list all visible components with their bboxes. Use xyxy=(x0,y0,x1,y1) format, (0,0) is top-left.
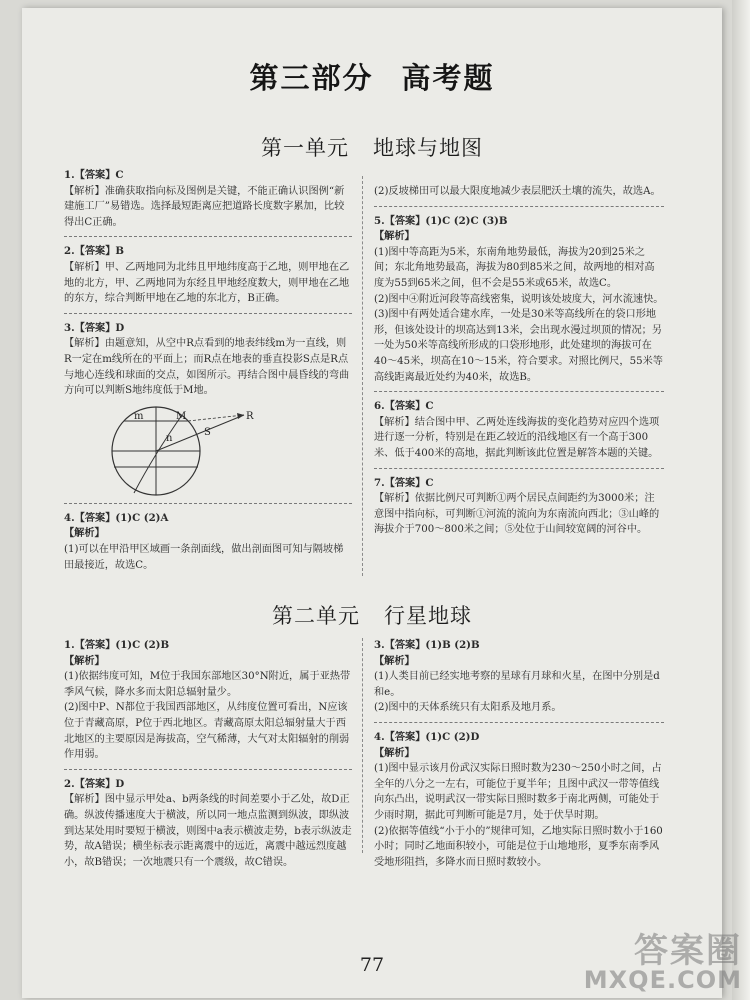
u1-q1-analysis: 【解析】准确获取指向标及图例是关键，不能正确认识图例“新建施工厂”易错选。选择最短距离应把道路长度数字累加，比较得出C正确。 xyxy=(64,185,345,228)
u2-q1-line-1: (1)依据纬度可知，M位于我国东部地区30°N附近，属于亚热带季风气候，降水多而太阳总辐射量少。 xyxy=(64,671,351,698)
u1-q1-answer: 1.【答案】C xyxy=(64,169,124,181)
watermark-top: 答案圈 xyxy=(634,931,742,971)
u1-q4-label: 【解析】 xyxy=(64,527,105,540)
unit1-title-a: 第一单元 xyxy=(261,136,349,160)
u1-q2-answer: 2.【答案】B xyxy=(64,245,124,258)
divider xyxy=(64,769,352,770)
divider xyxy=(374,722,664,723)
unit2-title xyxy=(22,600,722,630)
u1-q5-line-1: (1)图中等高距为5米，东南角地势最低，海拔为20到25米之间；东北角地势最高，海拔为80到85米之间，故两地的相对高度为55到65米之间，但不会是55米或65米，故选C。 xyxy=(374,246,655,289)
divider xyxy=(64,236,352,237)
u2-q1-line-2: (2)图中P、N都位于我国西部地区，从纬度位置可看出，N应该位于青藏高原，P位于西北地区。青藏高原太阳总辐射量大于西北地区的主要原因是海拔高，空气稀薄，大气对太阳辐射的削弱作用弱。 xyxy=(64,702,350,761)
label-S: S xyxy=(204,426,211,438)
unit1-title xyxy=(22,132,722,162)
u2-q1-answer: 1.【答案】(1)C (2)B xyxy=(64,639,170,651)
u2-q1-label: 【解析】 xyxy=(64,654,105,667)
column-divider xyxy=(362,176,363,576)
u2-q3-line-1: (1)人类目前已经实地考察的星球有月球和火星，在图中分别是d和e。 xyxy=(374,671,660,698)
u1-q5-label: 【解析】 xyxy=(374,230,415,243)
divider xyxy=(64,503,352,504)
page-number: 77 xyxy=(359,954,385,976)
earth-diagram xyxy=(94,405,264,497)
unit1-right-column xyxy=(374,184,664,538)
label-m: m xyxy=(134,410,144,422)
page xyxy=(22,8,722,998)
u1-q7-analysis: 【解析】依据比例尺可判断①两个居民点间距约为3000米；注意图中指向标，可判断①河流的流向为东南流向西北；③山峰的海拔介于700～800米之间；⑤处位于山间较宽阔的河谷中。 xyxy=(374,493,660,536)
part-title-b: 高考题 xyxy=(401,61,495,95)
u1-q4-analysis: (1)可以在甲沿甲区域画一条剖面线，做出剖面图可知与隔坡梯田最接近，故选C。 xyxy=(64,543,344,571)
u2-q3-label: 【解析】 xyxy=(374,654,415,667)
r-arrow xyxy=(237,413,244,419)
divider xyxy=(374,391,664,392)
u1-q5-line-2: (2)图中④附近河段等高线密集，说明该处坡度大，河水流速快。 xyxy=(374,293,664,305)
part-title xyxy=(22,56,722,97)
u1-q3-analysis: 【解析】由题意知，从空中R点看到的地表纬线m为一直线，则R一定在m线所在的平面上；而R点在地表的垂直投影S点是R点与地心连线和球面的交点，如图所示。再结合图中晨昏线的弯曲方向可以判断S地纬度低于M地。 xyxy=(64,338,350,397)
unit2-left-column xyxy=(64,638,352,870)
u2-q4-line-1: (1)图中显示该月份武汉实际日照时数为230～250小时之间，占全年的八分之一左右，可能位于夏半年；且图中武汉一带等值线向东凸出，说明武汉一带实际日照时数多于南北两侧，可能处于少雨时期，据此可判断可能是7月，处于伏旱时期。 xyxy=(374,763,662,821)
part-title-a: 第三部分 xyxy=(249,61,374,95)
u1-q6-answer: 6.【答案】C xyxy=(374,400,434,413)
u2-q2-answer: 2.【答案】D xyxy=(64,777,125,790)
watermark-logo xyxy=(584,923,742,994)
divider xyxy=(64,313,352,314)
u1-q3-answer: 3.【答案】D xyxy=(64,321,125,334)
divider xyxy=(374,468,664,469)
unit1-title-b: 地球与地图 xyxy=(373,136,483,160)
u1-q7-answer: 7.【答案】C xyxy=(374,476,434,489)
column-divider xyxy=(362,638,363,853)
u1-q5-line-3: (3)图中有两处适合建水库，一处是30米等高线所在的袋口形地形，但该处设计的坝高达到13米，会出现水漫过坝顶的情况；另一处为50米等高线所形成的口袋形地形，此处建坝的海拔可在40～45米，坝高在10～15米，符合要求。对照比例尺，55米等高线距离最近处约为40米，故选B。 xyxy=(374,309,663,383)
u1-q4-cont: (2)反坡梯田可以最大限度地减少表层肥沃土壤的流失，故选A。 xyxy=(374,186,661,197)
terminator-line xyxy=(134,415,182,493)
u1-q2-analysis: 【解析】甲、乙两地同为北纬且甲地纬度高于乙地，则甲地在乙地的北方，甲、乙两地同为东经且甲地经度数大，则甲地在乙地的东方，综合判断甲地在乙地的东北方，B正确。 xyxy=(64,261,350,305)
u2-q4-label: 【解析】 xyxy=(374,746,415,759)
label-n: n xyxy=(166,432,173,444)
label-M: M xyxy=(176,410,187,422)
u2-q3-line-2: (2)图中的天体系统只有太阳系及地月系。 xyxy=(374,702,562,714)
u2-q3-answer: 3.【答案】(1)B (2)B xyxy=(374,639,480,651)
unit1-left-column xyxy=(64,168,352,573)
u1-q4-answer: 4.【答案】(1)C (2)A xyxy=(64,511,169,524)
u2-q2-analysis: 【解析】图中显示甲处a、b两条线的时间差要小于乙处，故D正确。纵波传播速度大于横波，所以同一地点监测到纵波，即纵波到达某处用时要短于横波，则图中a表示横波走势，b表示纵波走势，故A错误；横坐标表示距离震中的远近，离震中越远烈度越小，故B错误；一次地震只有一个震级，故C错误。 xyxy=(64,794,352,868)
unit2-right-column xyxy=(374,638,664,870)
divider xyxy=(374,206,664,207)
u1-q5-answer: 5.【答案】(1)C (2)C (3)B xyxy=(374,214,508,227)
page-edge xyxy=(732,0,750,1000)
unit2-title-b: 行星地球 xyxy=(384,604,472,628)
u2-q4-line-2: (2)依据等值线“小于小的”规律可知，乙地实际日照时数小于160小时；同时乙地面积较小，可能是位于山地地形，夏季东南季风受地形阻挡，多降水而日照时数较小。 xyxy=(374,825,663,868)
label-R: R xyxy=(246,410,254,422)
watermark-bottom: MXQE.COM xyxy=(583,966,742,994)
unit2-title-a: 第二单元 xyxy=(272,604,360,628)
u2-q4-answer: 4.【答案】(1)C (2)D xyxy=(374,730,480,743)
u2-q3-values: (1)B (2)B xyxy=(425,639,480,651)
u1-q6-analysis: 【解析】结合图中甲、乙两处连线海拔的变化趋势对应四个选项进行逐一分析，特别是在距乙较近的沿线地区有一个高于300米、低于400米的高地，据此判断该此位置是解答本题的关键。 xyxy=(374,416,660,459)
